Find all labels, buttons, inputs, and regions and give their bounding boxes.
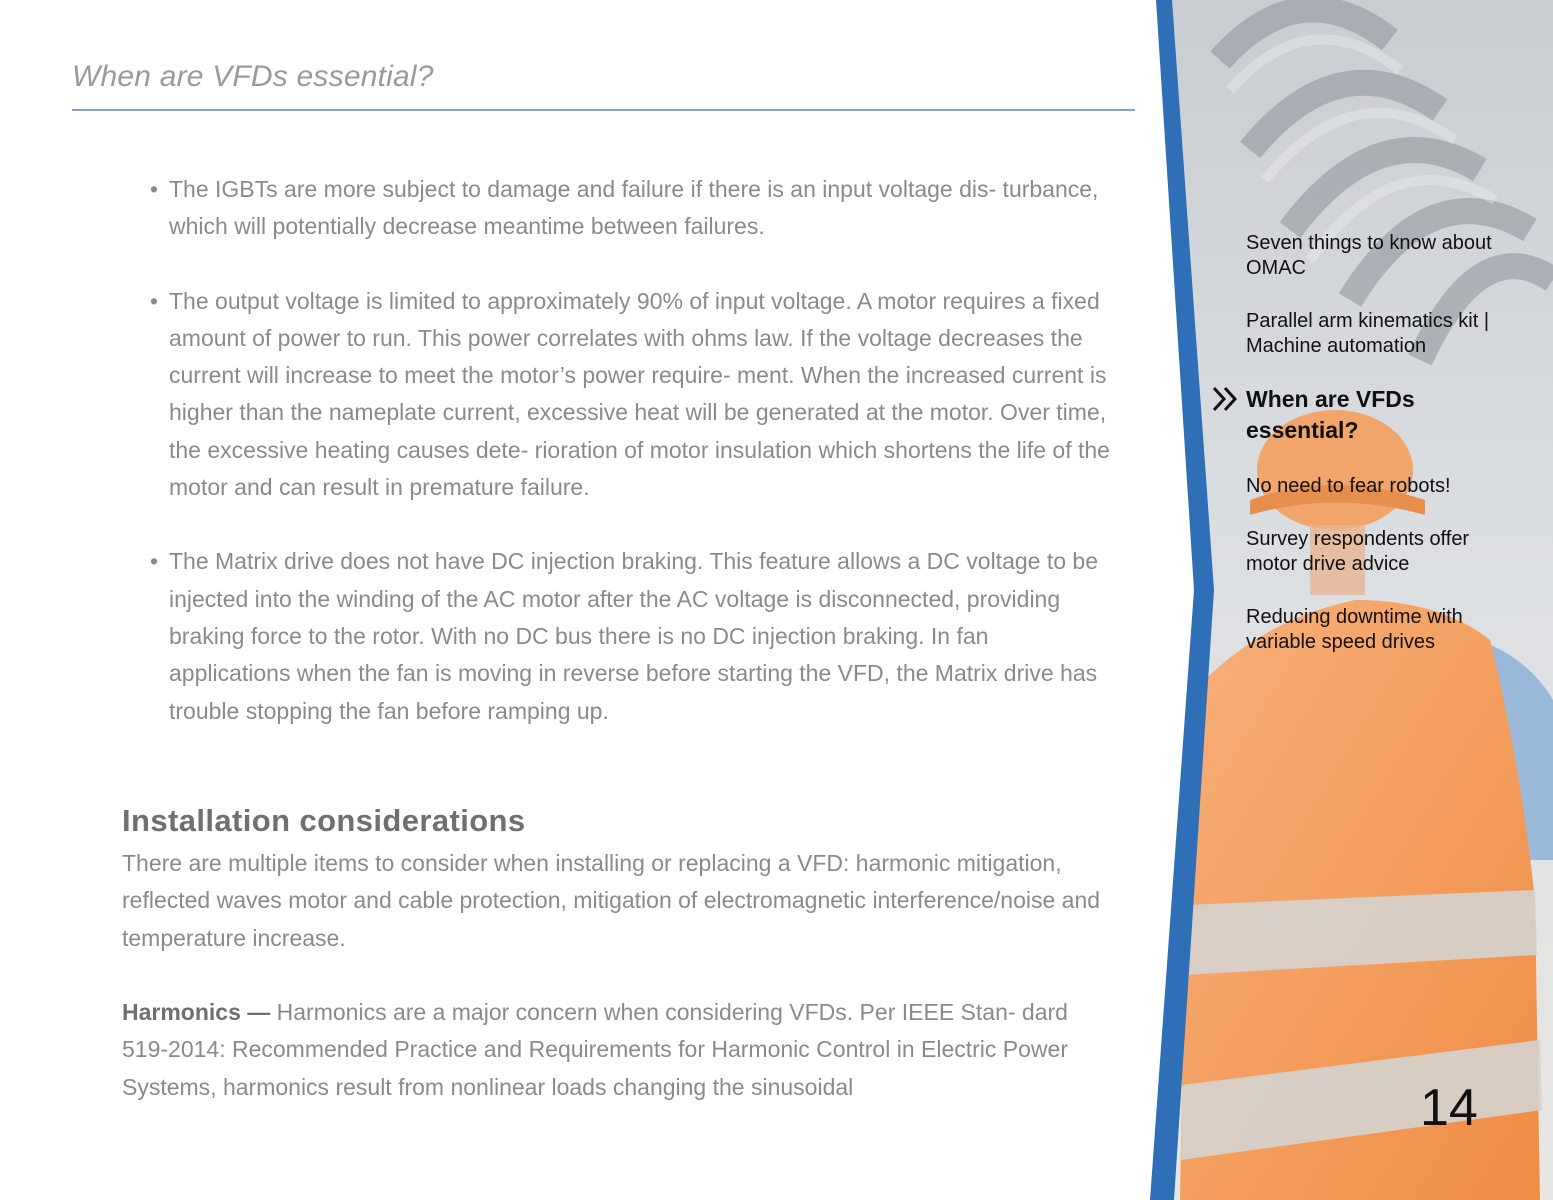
title-divider [72, 109, 1135, 111]
nav-item-robots[interactable]: No need to fear robots! [1246, 475, 1451, 497]
page-number: 14 [1420, 1079, 1478, 1137]
installation-heading: Installation considerations [122, 803, 526, 838]
section-title: When are VFDs essential? [72, 60, 434, 93]
harmonics-text: Harmonics are a major concern when considering VFDs. Per IEEE Stan- dard 519-2014: Recommended Practice and Requirements for Harmonic Control in Electric Power Systems, harmonics result from nonlinear loads changing the sinusoidal [122, 999, 1068, 1100]
bullet-text: The output voltage is limited to approximately 90% of input voltage. A motor requires a fixed amount of power to run. This power correlates with ohms law. If the voltage decreases the current will increase to meet the motor’s power require- ment. When the increased current is higher than the nameplate current, excessive heat will be generated at the motor. Over time, the excessive heating causes dete- rioration of motor insulation which shortens the life of the motor and can result in premature failure. [169, 287, 1110, 501]
harmonics-paragraph [122, 994, 1112, 1106]
nav-item-survey[interactable]: Survey respondents offer motor drive advice [1246, 528, 1470, 575]
double-chevron-right-icon [1212, 386, 1240, 412]
nav-item-vfds-active[interactable] [1246, 384, 1506, 446]
bullet-text: The IGBTs are more subject to damage and failure if there is an input voltage dis- turbance, which will potentially decrease meantime between failures. [169, 176, 1099, 240]
nav-item-omac[interactable]: Seven things to know about OMAC [1246, 232, 1492, 279]
installation-intro: There are multiple items to consider when installing or replacing a VFD: harmonic mitigation, reflected waves motor and cable protection, mitigation of electromagnetic interference/noise and temperature increase. [122, 850, 1101, 951]
bullet-item [150, 543, 1115, 729]
bullet-list [150, 171, 1115, 730]
bullet-dot: • [150, 548, 159, 575]
bullet-dot: • [150, 176, 159, 202]
nav-item-parallel-arm[interactable]: Parallel arm kinematics kit | Machine automation [1246, 310, 1490, 357]
nav-item-downtime[interactable]: Reducing downtime with variable speed drives [1246, 606, 1463, 653]
bullet-text: The Matrix drive does not have DC injection braking. This feature allows a DC voltage to be injected into the winding of the AC motor after the AC voltage is disconnected, providing braking force to the rotor. With no DC bus there is no DC injection braking. In fan applications when the fan is moving in reverse before starting the VFD, the Matrix drive has trouble stopping the fan before ramping up. [169, 548, 1098, 724]
bullet-item [150, 171, 1115, 246]
bullet-dot: • [150, 287, 159, 314]
bullet-item [150, 283, 1115, 507]
nav-item-label: When are VFDs essential? [1246, 386, 1415, 443]
section-nav [1246, 231, 1506, 683]
harmonics-label: Harmonics — [122, 999, 271, 1025]
